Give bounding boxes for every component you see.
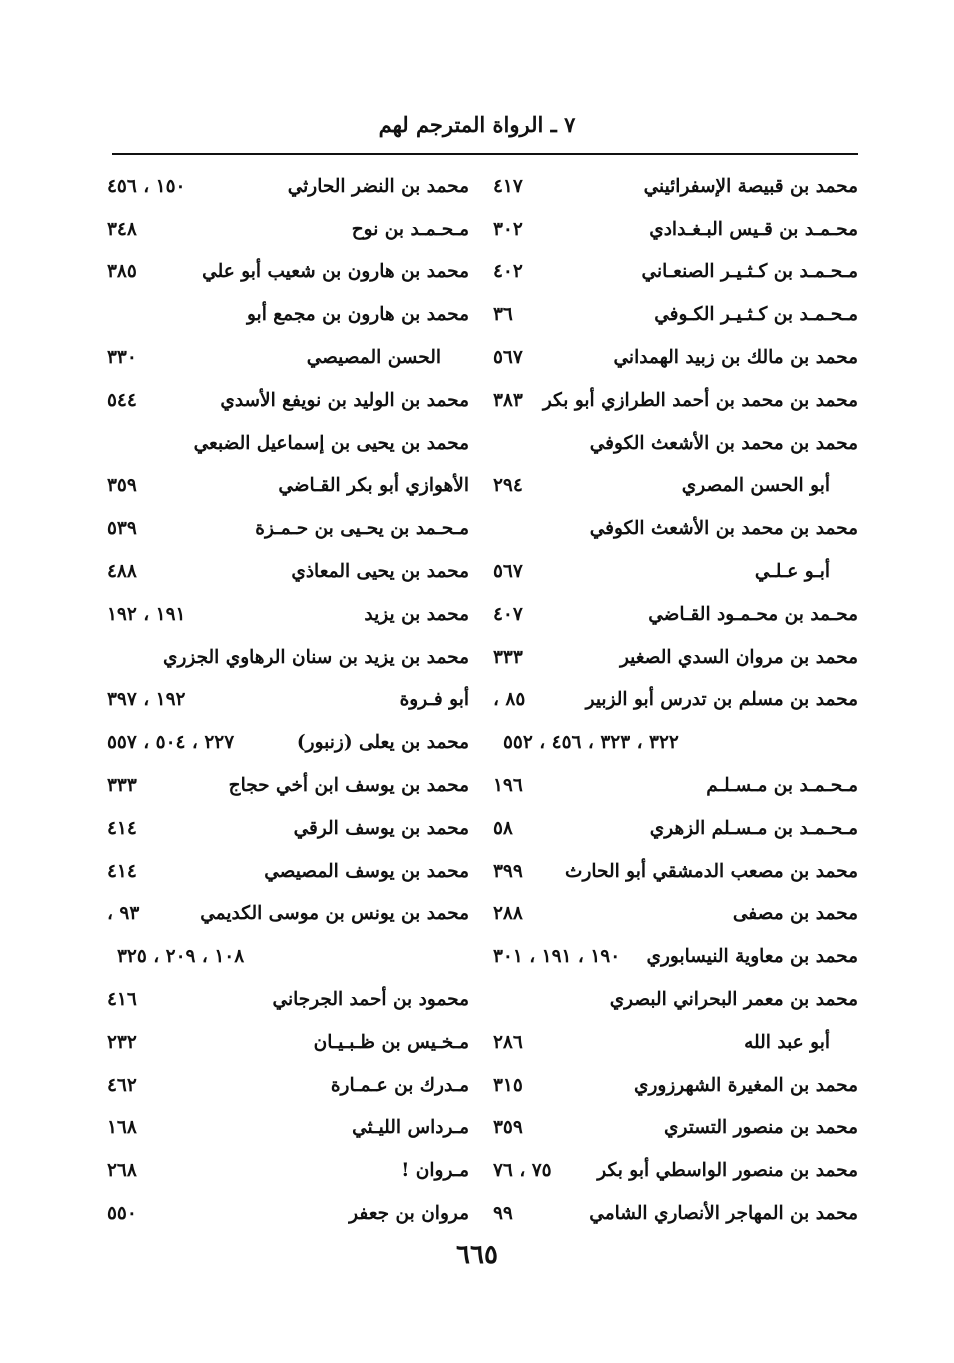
entry-pages: ٤٨٨ — [107, 561, 137, 583]
index-entry — [107, 850, 469, 893]
entry-pages: ١٩٦ — [493, 775, 523, 797]
index-entry — [107, 935, 469, 978]
entry-name: محمد بن مصعب الدمشقي أبو الحارث — [565, 860, 858, 882]
index-entry — [493, 935, 858, 978]
entry-pages: ٣٦ — [493, 304, 513, 326]
entry-pages: ٤١٤ — [107, 860, 137, 882]
entry-name: أبو عبد الله — [744, 1031, 830, 1053]
index-entry — [107, 978, 469, 1021]
index-entry — [107, 893, 469, 936]
entry-name: محمد بن مروان السدي الصغير — [619, 646, 858, 668]
entry-pages: ٥٨ — [493, 817, 513, 839]
index-entry — [493, 550, 858, 593]
entry-name: محمود بن أحمد الجرجاني — [272, 989, 469, 1011]
entry-name: أبو الحسن المصري — [681, 475, 830, 497]
entry-pages: ٣٣٣ — [493, 646, 523, 668]
entry-pages: ٤١٧ — [493, 175, 523, 197]
index-entry — [107, 293, 469, 336]
index-entry — [107, 636, 469, 679]
entry-pages: ٢٦٨ — [107, 1160, 137, 1182]
index-entry — [493, 507, 858, 550]
right-column — [493, 165, 858, 1235]
index-entry — [107, 465, 469, 508]
entry-pages: ٣٩٩ — [493, 860, 523, 882]
entry-name: مـدرك بن عـمـارة — [330, 1074, 469, 1096]
index-entry — [493, 636, 858, 679]
entry-pages: ٢٢٧ ، ٥٠٤ ، ٥٥٧ — [107, 732, 235, 754]
entry-name: محمد بن مالك بن زبيد الهمداني — [613, 347, 858, 369]
entry-name: محمد بن منصور الواسطي أبو بكر — [597, 1160, 858, 1182]
entry-name: محمد بن منصور التستري — [664, 1117, 858, 1139]
entry-name: محمد بن يعلى (زنبور) — [296, 732, 469, 754]
entry-name: محمد بن محمد بن أحمد الطرازي أبو بكر — [542, 389, 858, 411]
entry-name: محمد بن يوسف ابن أخي حجاج — [228, 775, 469, 797]
index-entry — [493, 293, 858, 336]
entry-name: محمد بن قبيصة الإسفرائيني — [643, 175, 858, 197]
index-entry — [107, 1021, 469, 1064]
entry-pages: ٢٨٨ — [493, 903, 523, 925]
index-entry — [107, 336, 469, 379]
index-entry — [107, 251, 469, 294]
entry-name: محمد بن محمد بن الأشعث الكوفي — [589, 432, 858, 454]
entry-name: محـمـد بن قـيس البـغـدادي — [649, 218, 858, 240]
entry-name: محمد بن محمد بن الأشعث الكوفي — [589, 518, 858, 540]
entry-name: محمد بن المهاجر الأنصاري الشامي — [589, 1203, 858, 1225]
entry-name: محمد بن مسلم بن تدرس أبو الزبير — [585, 689, 858, 711]
entry-name: الحسن المصيصي — [306, 347, 441, 369]
index-entry — [107, 379, 469, 422]
entry-name: مـحـمـد بن كـثـيـر الصنعـاني — [641, 261, 858, 283]
index-entry — [107, 1192, 469, 1235]
index-entry — [493, 893, 858, 936]
index-entry — [493, 764, 858, 807]
index-entry — [493, 251, 858, 294]
index-entry — [493, 379, 858, 422]
index-entry — [493, 1021, 858, 1064]
entry-name: محمد بن يزيد بن سنان الرهاوي الجزري — [162, 646, 469, 668]
index-entry — [493, 465, 858, 508]
left-column — [107, 165, 469, 1235]
index-entry — [493, 165, 858, 208]
header-rule — [112, 153, 858, 155]
entry-pages: ٣٤٨ — [107, 218, 137, 240]
entry-name: مروان بن جعفر — [349, 1203, 469, 1225]
entry-name: محمد بن هارون بن شعيب أبو علي — [202, 261, 469, 283]
entry-name: محمد بن مصفى — [732, 903, 858, 925]
entry-pages: ٣٥٩ — [493, 1117, 523, 1139]
entry-pages: ٣٠٢ — [493, 218, 523, 240]
entry-name: مـحـمـد بن مـسـلـم — [706, 775, 858, 797]
entry-name: محمد بن المغيرة الشهرزوري — [634, 1074, 858, 1096]
entry-pages: ١٩٠ ، ١٩١ ، ٣٠١ — [493, 946, 621, 968]
entry-name: محمد بن يحيى المعاذي — [291, 561, 469, 583]
index-entry — [107, 550, 469, 593]
index-entry — [493, 336, 858, 379]
entry-pages: ٤١٦ — [107, 989, 137, 1011]
index-entry — [107, 422, 469, 465]
entry-pages: ٢٩٤ — [493, 475, 523, 497]
index-entry — [493, 1192, 858, 1235]
index-entry — [107, 507, 469, 550]
entry-name: أبو فـروة — [399, 689, 469, 711]
entry-name: محمد بن هارون بن مجمع أبو — [246, 304, 469, 326]
entry-pages: ٤١٤ — [107, 817, 137, 839]
entry-name: مـحـمـد بن نوح — [351, 218, 469, 240]
running-header: ٧ ـ الرواة المترجم لهم — [378, 112, 576, 137]
entry-name: محمد بن يوسف المصيصي — [264, 860, 469, 882]
entry-pages: ١٩٢ ، ٣٩٧ — [107, 689, 186, 711]
entry-name: محمد بن يوسف الرقي — [293, 817, 469, 839]
entry-name: محمد بن الوليد بن نويفع الأسدي — [220, 389, 469, 411]
entry-pages: ٣٨٥ — [107, 261, 137, 283]
entry-pages: ١٦٨ — [107, 1117, 137, 1139]
index-entry — [493, 1064, 858, 1107]
index-entry — [493, 1149, 858, 1192]
index-entry — [493, 208, 858, 251]
entry-name: محمد بن معمر البحراني البصري — [609, 989, 858, 1011]
index-entry — [107, 1064, 469, 1107]
entry-name: محمد بن يحيى بن إسماعيل الضبعي — [193, 432, 469, 454]
entry-name: مـخـيس بن ظـبـيـان — [313, 1031, 469, 1053]
entry-pages: ٩٩ — [493, 1203, 513, 1225]
entry-pages: ٣١٥ — [493, 1074, 523, 1096]
index-entry — [107, 807, 469, 850]
page-number: ٦٦٥ — [456, 1240, 498, 1270]
entry-name: الأهوازي أبو بكر القـاضي — [278, 475, 469, 497]
entry-name: محـمد بن محـمـود القـاضي — [648, 603, 858, 625]
index-entry — [493, 721, 858, 764]
index-entry — [107, 764, 469, 807]
index-entry — [493, 807, 858, 850]
entry-pages: ٥٦٧ — [493, 561, 523, 583]
entry-pages: ٣٣٠ — [107, 347, 137, 369]
entry-pages: ٧٥ ، ٧٦ — [493, 1160, 552, 1182]
entry-pages: ١٩١ ، ١٩٢ — [107, 603, 186, 625]
entry-name: مـروان ! — [401, 1160, 469, 1182]
entry-name: أبـو عـلـي — [754, 561, 830, 583]
entry-pages: ٤٦٢ — [107, 1074, 137, 1096]
entry-pages: ٣٥٩ — [107, 475, 137, 497]
entry-name: محمد بن يزيد — [364, 603, 469, 625]
index-entry — [107, 1107, 469, 1150]
entry-pages: ٢٨٦ — [493, 1031, 523, 1053]
entry-name: مـرداس الليـثي — [352, 1117, 469, 1139]
entry-pages: ٢٣٢ — [107, 1031, 137, 1053]
index-entry — [107, 721, 469, 764]
index-entry — [107, 208, 469, 251]
entry-pages: ٤٠٢ — [493, 261, 523, 283]
entry-pages: ٣٣٣ — [107, 775, 137, 797]
entry-pages: ٤٠٧ — [493, 603, 523, 625]
entry-pages: ٨٥ ، — [493, 689, 526, 711]
index-entry — [493, 679, 858, 722]
entry-pages: ٥٤٤ — [107, 389, 137, 411]
entry-pages: ٥٦٧ — [493, 347, 523, 369]
index-entry — [493, 850, 858, 893]
entry-name: مـحـمد بن يحـيى بن حـمـزة — [255, 518, 469, 540]
entry-pages: ١٠٨ ، ٢٠٩ ، ٣٢٥ — [117, 946, 245, 968]
index-entry — [493, 1107, 858, 1150]
entry-pages: ٥٥٠ — [107, 1203, 137, 1225]
entry-pages: ٥٣٩ — [107, 518, 137, 540]
entry-name: محمد بن النضر الحارثي — [287, 175, 469, 197]
entry-name: محمد بن يونس بن موسى الكديمي — [200, 903, 469, 925]
entry-pages: ٣٢٢ ، ٣٢٣ ، ٤٥٦ ، ٥٥٢ — [503, 732, 679, 754]
entry-pages: ٣٨٣ — [493, 389, 523, 411]
index-entry — [493, 593, 858, 636]
index-entry — [107, 679, 469, 722]
index-entry — [107, 593, 469, 636]
entry-pages: ١٥٠ ، ٤٥٦ — [107, 175, 186, 197]
index-entry — [107, 165, 469, 208]
index-entry — [493, 978, 858, 1021]
entry-pages: ٩٣ ، — [107, 903, 140, 925]
entry-name: مـحـمـد بن مـسـلم الزهري — [649, 817, 858, 839]
entry-name: محمد بن معاوية النيسابوري — [646, 946, 858, 968]
index-entry — [493, 422, 858, 465]
entry-name: مـحـمـد بن كـثـيـر الكـوفي — [654, 304, 858, 326]
index-entry — [107, 1149, 469, 1192]
